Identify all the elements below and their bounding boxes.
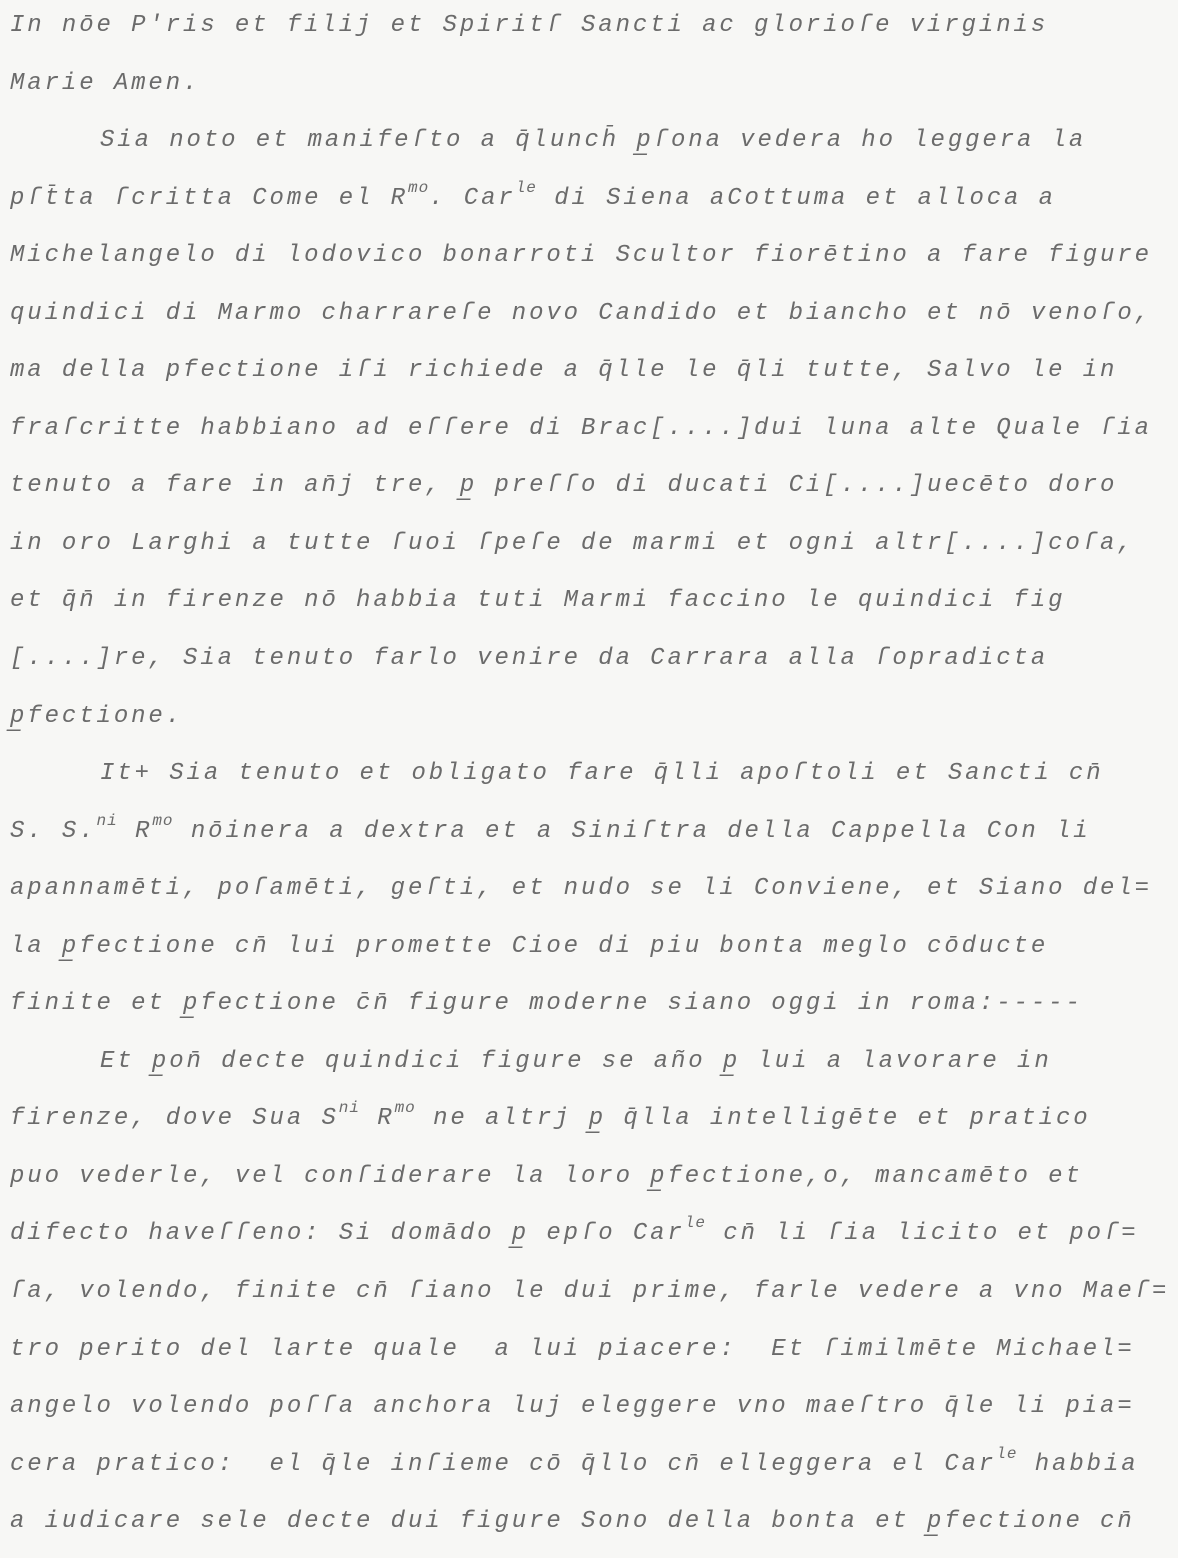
text-segment: Sia noto et manifeſto a q̄lunch̄ p̲ſona vedera ho leggera la xyxy=(100,127,1087,155)
text-segment: firenze, dove Sua S xyxy=(10,1105,339,1133)
superscript-abbreviation: mo xyxy=(394,1099,416,1118)
text-segment: p̲fectione. xyxy=(10,702,184,730)
text-segment: . Car xyxy=(429,184,516,212)
text-line xyxy=(10,119,1175,177)
text-segment: Michelangelo di lodovico bonarroti Scultor fiorētino a fare figure xyxy=(10,242,1152,270)
text-segment: puo vederle, vel conſiderare la loro p̲fectione,o, mancamēto et xyxy=(10,1162,1083,1190)
text-segment: difecto haveſſeno: Si domādo p̲ epſo Car xyxy=(10,1220,685,1248)
text-line xyxy=(10,1385,1175,1443)
text-segment: S. S. xyxy=(10,817,97,845)
text-segment: a iudicare sele decte dui figure Sono della bonta et p̲fectione cn̄ xyxy=(10,1508,1135,1536)
text-line xyxy=(10,62,1175,120)
text-line xyxy=(10,1500,1175,1558)
superscript-abbreviation: mo xyxy=(407,178,430,197)
text-segment: tenuto a fare in an̄j tre, p̲ preſſo di ducati Ci[....]uecēto doro xyxy=(10,472,1118,500)
superscript-abbreviation: ni xyxy=(96,811,118,830)
text-line xyxy=(10,234,1175,292)
text-segment: pſt̄ta ſcritta Come el R xyxy=(10,184,408,212)
superscript-abbreviation: ni xyxy=(338,1099,360,1118)
text-segment: di Siena aCottuma et alloca a xyxy=(536,184,1056,212)
text-line xyxy=(10,522,1175,580)
text-segment: quindici di Marmo charrareſe novo Candido et biancho et nō venoſo, xyxy=(10,299,1152,327)
text-line xyxy=(10,1328,1175,1386)
text-line xyxy=(10,695,1175,753)
text-segment: et q̄n̄ in firenze nō habbia tuti Marmi faccino le quindici fig xyxy=(10,587,1066,615)
text-line xyxy=(10,579,1175,637)
text-line xyxy=(10,1270,1175,1328)
text-line xyxy=(10,1155,1175,1213)
text-segment: cera pratico: el q̄le inſieme cō q̄llo cn̄ elleggera el Car xyxy=(10,1450,997,1478)
text-segment: Marie Amen. xyxy=(10,69,201,97)
text-segment: finite et p̲fectione c̄n̄ figure moderne siano oggi in roma:----- xyxy=(10,990,1083,1018)
paragraph xyxy=(10,1040,1175,1558)
text-line xyxy=(10,925,1175,983)
superscript-abbreviation: le xyxy=(996,1444,1018,1463)
text-line xyxy=(10,637,1175,695)
text-line xyxy=(10,982,1175,1040)
text-segment: in oro Larghi a tutte ſuoi ſpeſe de marmi et ogni altr[....]coſa, xyxy=(10,529,1135,557)
superscript-abbreviation: mo xyxy=(152,811,174,830)
text-segment: la p̲fectione cn̄ lui promette Cioe di piu bonta meglo cōducte xyxy=(10,932,1049,960)
text-line xyxy=(10,1212,1175,1270)
text-segment: R xyxy=(359,1105,395,1133)
text-segment: nōinera a dextra et a Siniſtra della Cappella Con li xyxy=(173,817,1091,845)
text-line xyxy=(10,292,1175,350)
paragraph xyxy=(10,4,1175,119)
text-line xyxy=(10,349,1175,407)
text-line xyxy=(10,1097,1175,1155)
text-line xyxy=(10,752,1175,810)
text-line xyxy=(10,177,1175,235)
text-segment: In nōe P'ris et filij et Spiritſ Sancti ac glorioſe virginis xyxy=(10,12,1049,39)
superscript-abbreviation: le xyxy=(684,1214,706,1233)
text-segment: apannamēti, poſamēti, geſti, et nudo se li Conviene, et Siano del= xyxy=(10,875,1152,903)
text-segment: [....]re, Sia tenuto farlo venire da Carrara alla ſopradicta xyxy=(10,645,1049,673)
text-segment: ma della pfectione iſi richiede a q̄lle le q̄li tutte, Salvo le in xyxy=(10,357,1118,385)
text-line xyxy=(10,464,1175,522)
text-line xyxy=(10,810,1175,868)
paragraph xyxy=(10,752,1175,1040)
text-segment: fraſcritte habbiano ad eſſere di Brac[....]dui luna alte Quale ſia xyxy=(10,414,1152,442)
text-segment: ne altrj p̲ q̄lla intelligēte et pratico xyxy=(415,1105,1091,1133)
text-segment: It+ Sia tenuto et obligato fare q̄lli apoſtoli et Sancti cn̄ xyxy=(100,760,1104,788)
typewritten-document xyxy=(10,4,1175,1558)
text-line xyxy=(10,1443,1175,1501)
text-segment: tro perito del larte quale a lui piacere: Et ſimilmēte Michael= xyxy=(10,1335,1135,1363)
text-line xyxy=(10,407,1175,465)
text-line xyxy=(10,1040,1175,1098)
text-segment: R xyxy=(117,817,153,845)
text-segment: cn̄ li ſia licito et poſ= xyxy=(706,1220,1139,1248)
text-segment: angelo volendo poſſa anchora luj eleggere vno maeſtro q̄le li pia= xyxy=(10,1393,1135,1421)
text-line xyxy=(10,4,1175,62)
text-line xyxy=(10,867,1175,925)
paragraph xyxy=(10,119,1175,752)
superscript-abbreviation: le xyxy=(515,178,537,197)
text-segment: ſa, volendo, finite cn̄ ſiano le dui prime, farle vedere a vno Maeſ= xyxy=(10,1278,1170,1306)
text-segment: habbia xyxy=(1017,1450,1139,1478)
text-segment: Et p̲on̄ decte quindici figure se año p̲ lui a lavorare in xyxy=(100,1047,1052,1075)
